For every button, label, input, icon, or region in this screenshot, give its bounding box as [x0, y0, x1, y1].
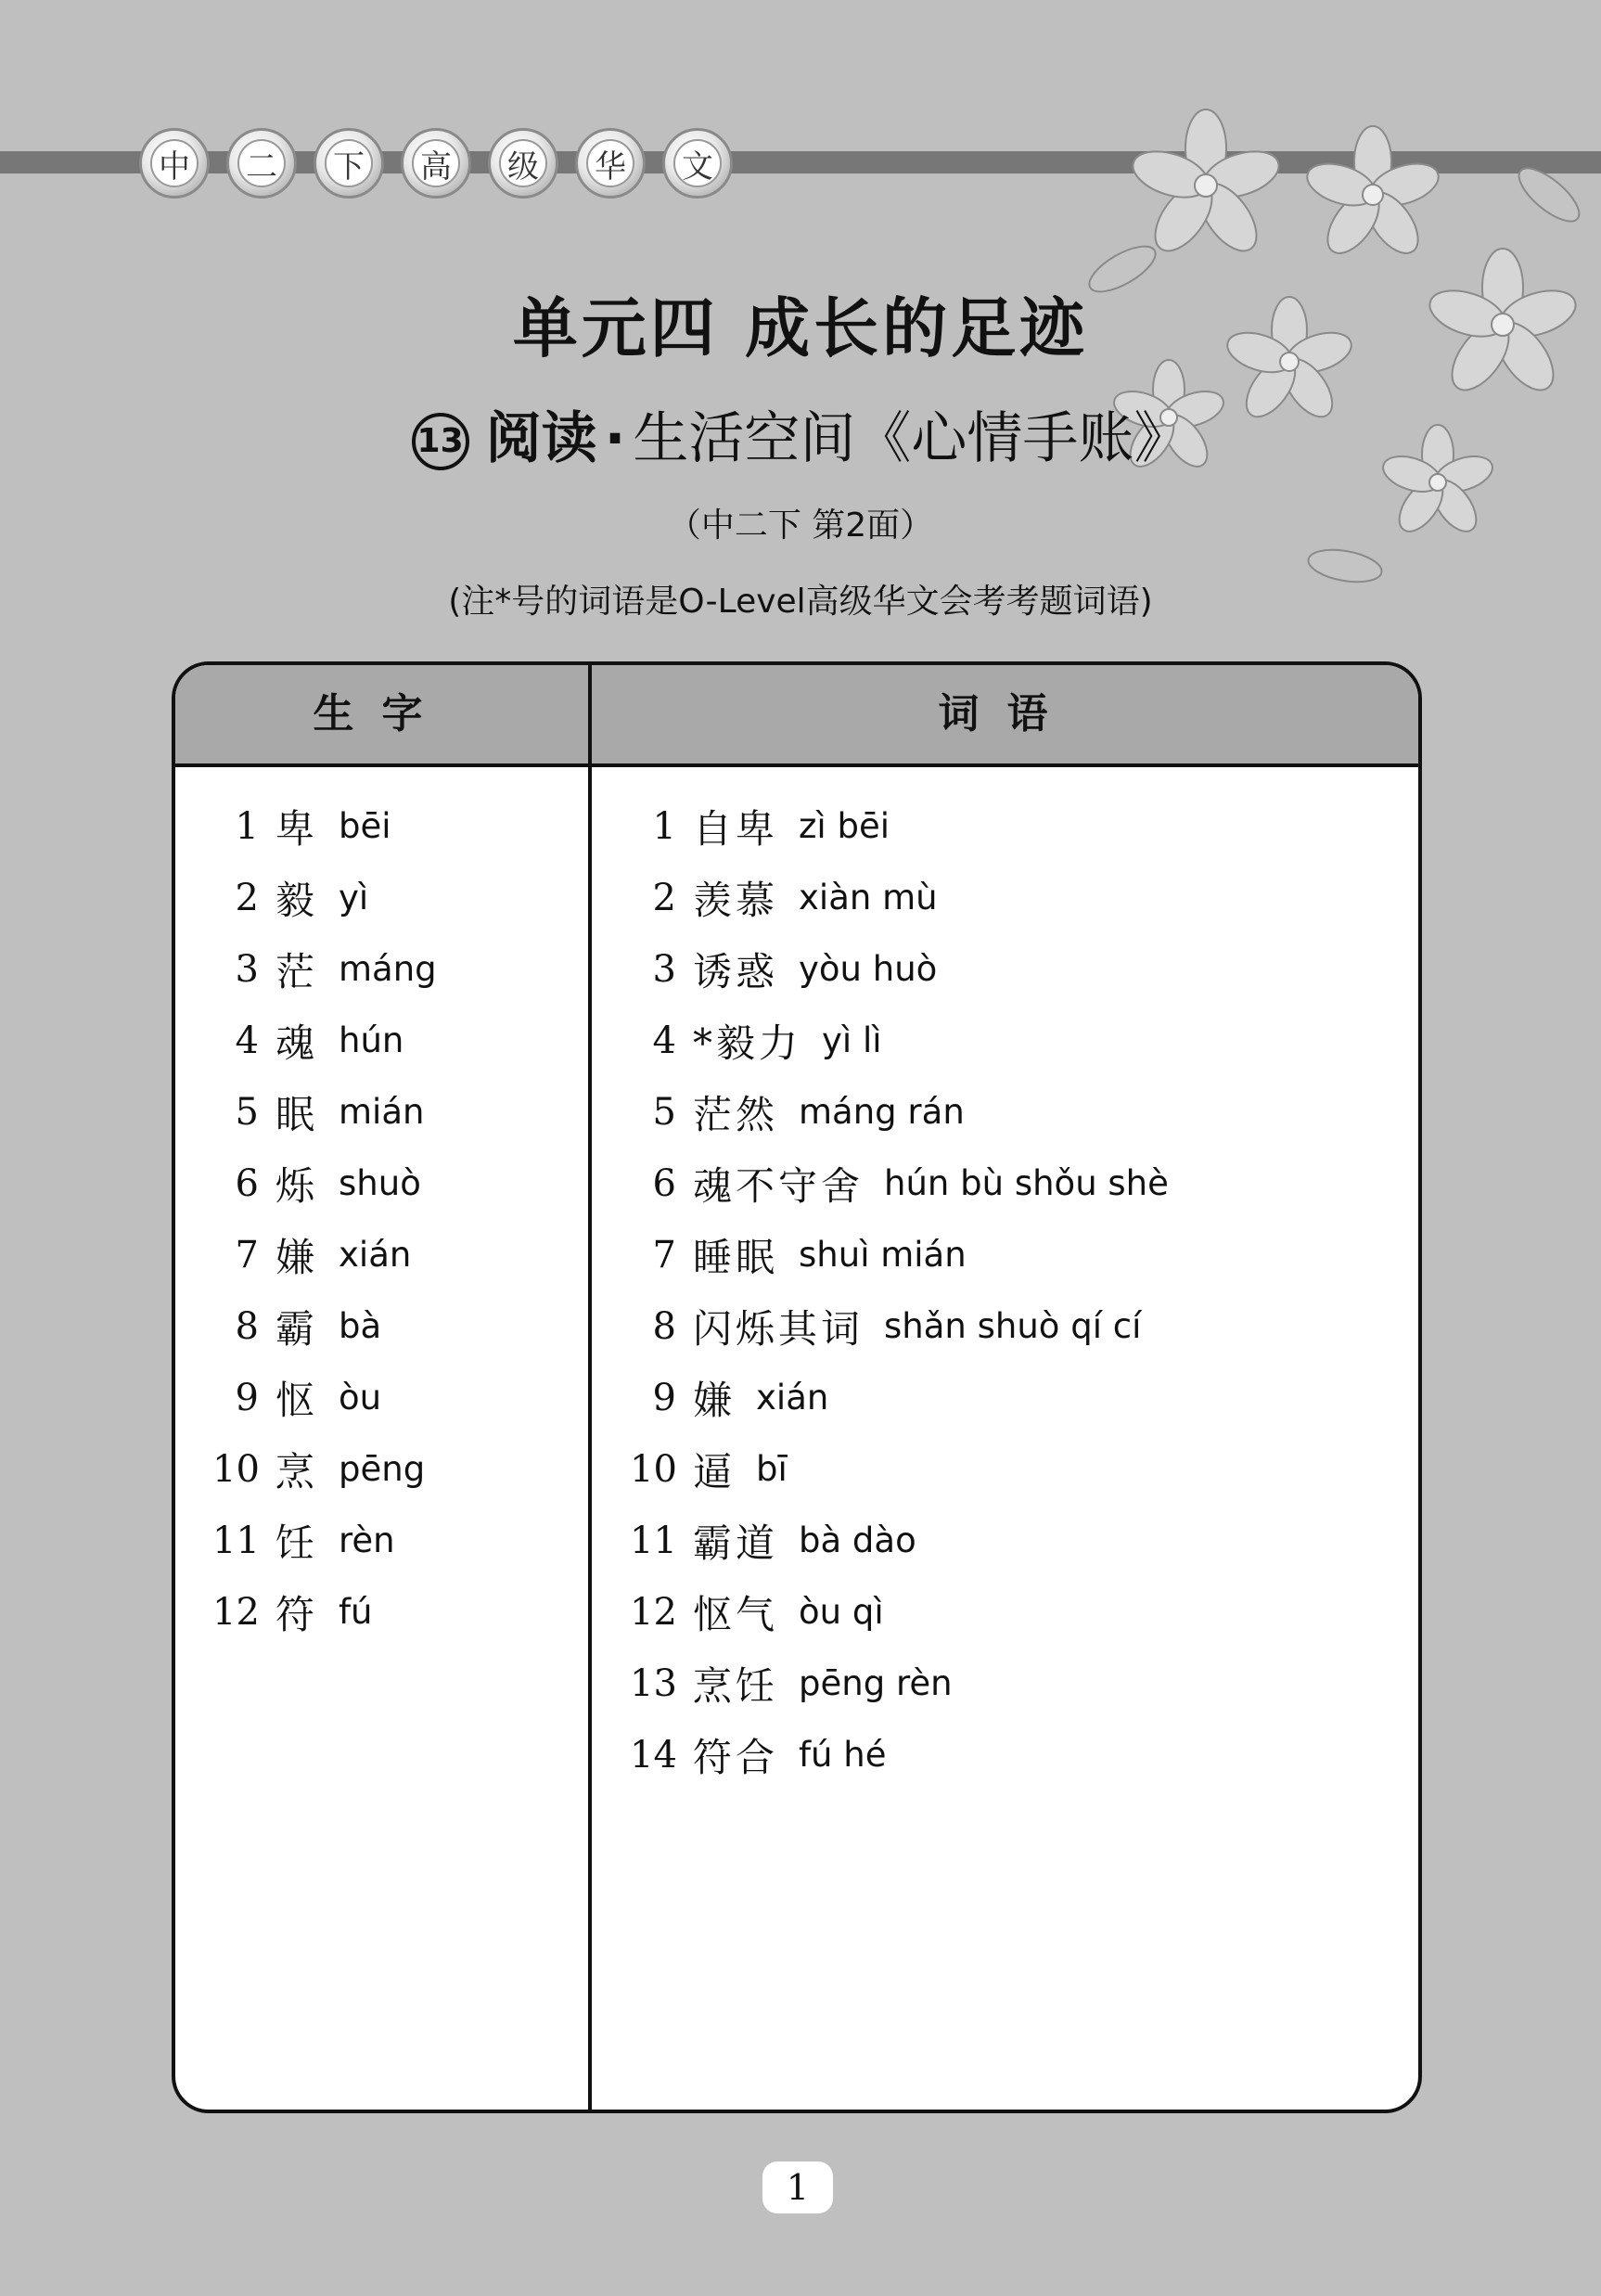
series-badge-char: 二: [237, 139, 286, 187]
series-badge: [139, 128, 210, 199]
asterisk-note: (注*号的词语是O-Level高级华文会考考题词语): [448, 583, 1153, 621]
entry-pinyin: yì lì: [822, 1020, 882, 1060]
word-row: [630, 1576, 1169, 1648]
entry-number: 11: [212, 1519, 260, 1562]
entry-number: 1: [652, 804, 676, 848]
entry-hanzi: 睡眠: [693, 1234, 779, 1280]
lesson-heading: [0, 394, 1601, 474]
words-header: 词语: [938, 690, 1076, 738]
lesson-number-badge: 13: [412, 413, 469, 470]
entry-hanzi: 嫌: [693, 1377, 736, 1423]
entry-pinyin: hún bù shǒu shè: [884, 1163, 1169, 1203]
entry-hanzi: 怄: [275, 1377, 319, 1423]
word-row: [630, 1362, 1169, 1433]
entry-number: 14: [630, 1733, 677, 1777]
entry-pinyin: shuò: [339, 1163, 421, 1203]
entry-pinyin: fú: [339, 1592, 373, 1632]
entry-hanzi: 眠: [275, 1091, 319, 1137]
entry-hanzi: 逼: [693, 1448, 736, 1494]
series-badge-char: 高: [412, 139, 460, 187]
word-row: [630, 1719, 1169, 1790]
series-badge-char: 华: [586, 139, 634, 187]
series-badge: [314, 128, 384, 199]
series-badge-char: 文: [673, 139, 722, 187]
entry-pinyin: òu: [339, 1378, 382, 1417]
entry-number: 2: [235, 876, 259, 919]
entry-hanzi: 自卑: [693, 805, 779, 852]
entry-pinyin: mián: [339, 1092, 425, 1132]
column-divider: [588, 665, 592, 2110]
entry-hanzi: 闪烁其词: [693, 1305, 865, 1352]
entry-hanzi: 符: [275, 1591, 319, 1637]
entry-hanzi: *毅力: [693, 1020, 802, 1066]
entry-hanzi: 霸道: [693, 1520, 779, 1566]
characters-list: [212, 790, 437, 1648]
page-number: 1: [762, 2161, 833, 2213]
entry-number: 3: [235, 947, 259, 991]
entry-number: 11: [630, 1519, 677, 1562]
word-row: [630, 1290, 1169, 1362]
entry-pinyin: bà dào: [799, 1520, 916, 1560]
words-list: [630, 790, 1169, 1790]
entry-pinyin: shǎn shuò qí cí: [884, 1306, 1142, 1346]
lesson-type: 阅读: [485, 406, 597, 471]
character-row: [212, 1433, 437, 1505]
entry-number: 2: [652, 876, 676, 919]
entry-pinyin: òu qì: [799, 1592, 884, 1632]
entry-hanzi: 符合: [693, 1734, 779, 1780]
entry-hanzi: 诱惑: [693, 948, 779, 994]
entry-number: 13: [630, 1661, 677, 1705]
entry-pinyin: pēng rèn: [799, 1663, 953, 1703]
entry-hanzi: 毅: [275, 877, 319, 923]
series-badge-char: 中: [150, 139, 199, 187]
entry-hanzi: 霸: [275, 1305, 319, 1352]
entry-number: 1: [235, 804, 259, 848]
entry-number: 8: [652, 1304, 676, 1348]
entry-number: 6: [652, 1161, 676, 1205]
entry-hanzi: 茫: [275, 948, 319, 994]
character-row: [212, 1576, 437, 1648]
entry-number: 6: [235, 1161, 259, 1205]
entry-pinyin: bī: [756, 1449, 788, 1489]
entry-number: 5: [235, 1090, 259, 1134]
series-badge: [488, 128, 558, 199]
entry-pinyin: shuì mián: [799, 1235, 967, 1275]
entry-number: 12: [630, 1590, 677, 1634]
series-badge: [662, 128, 733, 199]
entry-hanzi: 卑: [275, 805, 319, 852]
entry-hanzi: 魂: [275, 1020, 319, 1066]
entry-hanzi: 怄气: [693, 1591, 779, 1637]
entry-number: 7: [652, 1233, 676, 1276]
entry-pinyin: xiàn mù: [799, 878, 938, 917]
entry-number: 12: [212, 1590, 260, 1634]
entry-number: 9: [652, 1376, 676, 1419]
series-badge: [575, 128, 646, 199]
word-row: [630, 1148, 1169, 1219]
entry-hanzi: 嫌: [275, 1234, 319, 1280]
word-row: [630, 1076, 1169, 1148]
entry-hanzi: 饪: [275, 1520, 319, 1566]
unit-title: 单元四 成长的足迹: [512, 290, 1089, 366]
character-row: [212, 790, 437, 862]
character-row: [212, 1362, 437, 1433]
entry-number: 5: [652, 1090, 676, 1134]
word-row: [630, 1219, 1169, 1290]
series-badges: [139, 128, 733, 199]
series-badge-char: 下: [325, 139, 373, 187]
word-row: [630, 1648, 1169, 1719]
entry-pinyin: xián: [756, 1378, 829, 1417]
entry-pinyin: rèn: [339, 1520, 395, 1560]
entry-pinyin: bà: [339, 1306, 382, 1346]
character-row: [212, 1219, 437, 1290]
entry-number: 8: [235, 1304, 259, 1348]
entry-number: 4: [652, 1019, 676, 1062]
lesson-title: 生活空间《心情手账》: [633, 406, 1190, 471]
entry-hanzi: 魂不守舍: [693, 1162, 865, 1209]
character-row: [212, 1290, 437, 1362]
word-row: [630, 933, 1169, 1005]
entry-pinyin: zì bēi: [799, 806, 890, 846]
word-row: [630, 862, 1169, 933]
entry-pinyin: hún: [339, 1020, 404, 1060]
entry-hanzi: 茫然: [693, 1091, 779, 1137]
entry-pinyin: bēi: [339, 806, 391, 846]
word-row: [630, 790, 1169, 862]
entry-number: 3: [652, 947, 676, 991]
entry-pinyin: máng: [339, 949, 437, 989]
character-row: [212, 1005, 437, 1076]
entry-pinyin: yì: [339, 878, 369, 917]
entry-pinyin: yòu huò: [799, 949, 938, 989]
characters-header: 生字: [313, 690, 451, 738]
entry-hanzi: 烹: [275, 1448, 319, 1494]
character-row: [212, 1148, 437, 1219]
character-row: [212, 1076, 437, 1148]
word-row: [630, 1005, 1169, 1076]
entry-number: 9: [235, 1376, 259, 1419]
entry-number: 10: [630, 1447, 677, 1491]
entry-pinyin: fú hé: [799, 1735, 887, 1775]
character-row: [212, 933, 437, 1005]
lesson-separator: ·: [604, 406, 626, 471]
word-row: [630, 1505, 1169, 1576]
character-row: [212, 862, 437, 933]
entry-hanzi: 羡慕: [693, 877, 779, 923]
entry-pinyin: xián: [339, 1235, 412, 1275]
entry-hanzi: 烁: [275, 1162, 319, 1209]
textbook-reference: （中二下 第2面）: [667, 507, 934, 545]
entry-number: 4: [235, 1019, 259, 1062]
entry-number: 7: [235, 1233, 259, 1276]
entry-pinyin: máng rán: [799, 1092, 965, 1132]
series-badge: [226, 128, 297, 199]
series-badge: [401, 128, 471, 199]
word-row: [630, 1433, 1169, 1505]
entry-pinyin: pēng: [339, 1449, 426, 1489]
vocabulary-table: [172, 661, 1422, 2113]
entry-number: 10: [212, 1447, 260, 1491]
series-badge-char: 级: [499, 139, 547, 187]
character-row: [212, 1505, 437, 1576]
entry-hanzi: 烹饪: [693, 1662, 779, 1709]
